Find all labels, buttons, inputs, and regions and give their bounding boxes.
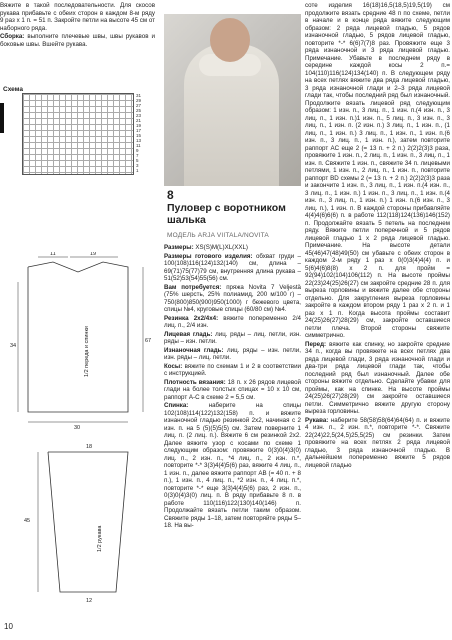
sleeve-top-dim: 18 [86,444,93,450]
chart-row-number: 11 [136,143,141,148]
assembly-label: Сборка: [0,33,25,40]
right-column: соте изделия 16(18)16,5(18,5)19,5(19) см продолжите вязать средние 48 п по схеме, петли в начале и в конце ряда вяжите следующим образом: 2 ряда лицевой гладью, 5 рядов изнаночной гладью, 5 рядов лицевой гладью, повторите *-* 6(6)7(7)8 раз. Провяжите еще 3 ряда изнаночной и 3 ряда лицевой гладью. Примечание. Убавьте в последнем ряду в середине каждой косы 2 п.= 104(110)116(124)134(140) п. В следующем ряду на всех петлях вяжите два ряда лицевой гладью, 3 ряда изнаночной глади и 2–3 ряда лицевой глади так, чтобы последний ряд был изнаночный. Продолжите вязать лицевой ряд следующим образом: 1 изн. п., 3 лиц. п., 1 изн. п.(4 изн. п., 3 лиц. п., 1 изн. п.)1 изн. п., 5 лиц. п., 3 изн. п., 3 лиц. п., 1 изн. п. (2 изн. п.) 3 лиц. п., 1 изн. п., (1 лиц. п., 1 изн. п.) 3 лиц. п., 1 изн. п., 1 изн. п.(6 изн. п., 3 лиц. п., 1 изн. п.), затем повторите раппорт AC еще 2 (= 13 п. + 2 п.) 2(2)2(3)3 раза, провяжите 1 изн. п., 2 лиц. п., 1 изн. п., 3 лиц. п., 1 изн. п. Свяжите 1 изн. п., свяжите 34 п. лицевыми петлями, 1 изн. п., 2 лиц. п., 1 изн. п., повторите раппорт BD схемы 2 (= 13 п. + 2 п.) 2(2)2(3)3 раза и закончите 1 изн. п., 3 лиц. п., 1 изн. п.(4 изн. п., 3 лиц. п., 1 изн. п.) 1 изн. п., 3 лиц. п., 1 изн. п.(4 изн. п., 3 лиц. п., 1 изн. п.) 1 изн. п.(6 изн. п., 3 лиц. п.), 1 изн. п. В каждой стороны прибавляйте 4(4)4(6)6(6) п. в работе 112(118)124(136)146(152) п. Продолжайте вязать 5 петель на последнем ряду. Вяжите петли поперечной и 5 рядов лицевой гладью 1 х 2 ряда лицевой гладью. Примечание. На высоте детали 45(46)47(48)49(50) см убавьте с обеих сторон в каждом 2-м ряду 1 раз x 0(0)3(4)4(4) п. и 5(6)4(6)8(8) x 2 п. для пройм = 92(94)102(104)106(112) п. На высоте проймы 22(23)24(25)26(27) см закройте средние 28 п. для выреза горловины и вяжите далее обе стороны отдельно. Для закругления выреза горловины закройте в каждом втором ряду 1 раз x 2 п. и 1 раз x 1 п. Когда высота проймы составит 24(25)26(27)28(29) см, закройте оставшиеся петли плеча. Второй стороны свяжите симметрично. Перед: вяжите как спинку, но закройте средние 34 п., когда вы провяжете на всех петлях два ряда лицевой глади, 3 ряда изнаночной глади и два-три ряда лицевой глади так, чтобы последний ряд был изнаночный. Далее обе стороны вяжите отдельно. Сделайте убавки для проймы, как на спинке. На высоте проймы 24(25)26(27)28(29) см закройте оставшиеся петли. Симметрично вяжите другую сторону выреза горловины. Рукава: наберите 58(58)58(64)64(64) п. и вяжите 4 изн. п., 2 изн. п.*, повторите *-*. Свяжите 22(24)22,5(24,5)25,5(25) см резинки. Затем провяжите на всех петлях 2 ряда лицевой гладью, 3 ряда изнаночной гладью. В дальнейшем попеременно вяжите 5 рядов лицевой гладью [305,2,450,469]
chart-row-number: 27 [136,103,142,108]
pattern-title: Пуловер с воротником шалька [167,202,286,226]
chart-row-number: 3 [136,163,139,168]
sleeve-bottom-dim: 12 [86,598,93,604]
pattern-number: 8 [167,188,174,202]
body-outline [28,262,128,412]
bottom-width-dim: 30 [74,425,81,431]
body-label: 1/2 переда и спинки [84,326,90,377]
chart-row-number: 5 [136,158,139,163]
right-height-dim: 67 [145,338,152,344]
chart-row-number: 29 [136,98,142,103]
middle-column: Размеры: XS(S)M(L)XL(XXL) Размеры готового изделия: обхват груди – 100(108)116(124)132(140) см, длина – 69(71)75(77)79 см, внутренняя длина рукава – 51(52)53(54)55(56) см. Вам потребуется: пряжа Novita 7 Veljestä (75% шерсть, 25% полиамид, 200 м/100 г) – 750(800)850(900)950(1000) г бежевого цвета, спицы №4, круговые спицы (60/80 см) №4. Резинка 2x2/4x4: вяжите попеременно 2/4 лиц. п., 2/4 изн. Лицевая гладь: лиц. ряды – лиц. петли, изн. ряды – изн. петли. Изнаночная гладь: лиц. ряды – изн. петли, изн. ряды – лиц. петли. Косы: вяжите по схемам 1 и 2 в соответствии с инструкцией. Плотность вязания: 18 п. x 26 рядов лицевой глади на более толстых спицах = 10 x 10 см, раппорт А-С в схеме 2 = 5,5 см. Спинка: наберите на спицы 102(108)114(122)132(158) п. и вяжите изнаночной гладью резинкой 2x2, начиная с 2 изн. п. на 5 (5)(5)5(5) см. Затем поверните 1 лиц. п. (2 лиц. п.). Вяжите 6 см резинкой 2x2. Далее вяжите узор с косами по схеме 1 следующим образом: провяжите 0(3)0(4)3(0) лиц. п., 2 изн. п., *4 лиц. п., 2 изн. п.*, повторите *-* 3(3)4(4)5(6) раз, вяжите 4 лиц. п., 1 изн. п., далее вяжите раппорт АВ (= 40 п. + 8 п.), 1 изн. п., 4 лиц. п., *2 изн. п., 4 лиц. п.*, повторите *-* еще 3(3)4(4)5(6) раз, 2 изн. п., 0(3)0(4)3(0) лиц. п. В ряду прибавьте 8 п. в работе 110(116)122(130)140(146) п. Продолжайте вязать петли таким образом. Свяжите ряды 1–18, затем повторяйте ряды 5–18. На вы- [164,244,301,529]
cable-chart-grid [22,93,134,175]
chart-row-number: 25 [136,108,142,113]
chart-row-number: 7 [136,153,139,158]
sleeve-label: 1/2 рукава [97,525,103,552]
intro-text: Вяжите в такой последовательности. Для скосов рукава прибавьте с обеих сторон в каждом 8-м ряду 9 раз x 1 п. = 51 п. Закройте петли на высоте 45 см от наборного ряда. [0,2,155,32]
garment-schematic [8,252,156,612]
chart-row-number: 13 [136,138,142,143]
top-left-dim: 11 [50,252,56,257]
sleeve-length-dim: 45 [24,518,31,524]
page-number: 10 [4,622,13,631]
chart-row-number: 21 [136,118,142,123]
chart-row-number: 9 [136,148,139,153]
chart-row-number: 17 [136,128,142,133]
top-mid-dim: 19 [90,252,97,257]
chart-row-numbers [136,93,141,173]
person-head [210,18,250,62]
chart-row-number: 19 [136,123,142,128]
continuation-text: соте изделия 16(18)16,5(18,5)19,5(19) см продолжите вязать средние 48 п по схеме, петли в начале и в конце ряда вяжите следующим образом: 2 ряда лицевой гладью, 5 рядов изнаночной гладью, 5 рядов лицевой гладью, повторите *-* 6(6)7(7)8 раз. Провяжите еще 3 ряда изнаночной и 3 ряда лицевой гладью. Примечание. Убавьте в последнем ряду в середине каждой косы 2 п.= 104(110)116(124)134(140) п. В следующем ряду на всех петлях вяжите два ряда лицевой гладью, 3 ряда изнаночной глади и 2–3 ряда лицевой глади так, чтобы последний ряд был изнаночный. Продолжите вязать лицевой ряд следующим образом: 1 изн. п., 3 лиц. п., 1 изн. п.(4 изн. п., 3 лиц. п., 1 изн. п.)1 изн. п., 5 лиц. п., 3 изн. п., 3 лиц. п., 1 изн. п. (2 изн. п.) 3 лиц. п., 1 изн. п., (1 лиц. п., 1 изн. п.) 3 лиц. п., 1 изн. п., 1 изн. п.(6 изн. п., 3 лиц. п., 1 изн. п.), затем повторите раппорт AC еще 2 (= 13 п. + 2 п.) 2(2)2(3)3 раза, провяжите 1 изн. п., 2 лиц. п., 1 изн. п., 3 лиц. п., 1 изн. п. Свяжите 1 изн. п., свяжите 34 п. лицевыми петлями, 1 изн. п., 2 лиц. п., 1 изн. п., повторите раппорт BD схемы 2 (= 13 п. + 2 п.) 2(2)2(3)3 раза и закончите 1 изн. п., 3 лиц. п., 1 изн. п.(4 изн. п., 3 лиц. п., 1 изн. п.) 1 изн. п., 3 лиц. п., 1 изн. п.(4 изн. п., 3 лиц. п., 1 изн. п.) 1 изн. п.(6 изн. п., 3 лиц. п.), 1 изн. п. В каждой стороны прибавляйте 4(4)4(6)6(6) п. в работе 112(118)124(136)146(152) п. Продолжайте вязать 5 петель на последнем ряду. Вяжите петли поперечной и 5 рядов лицевой гладью 1 х 2 ряда лицевой гладью. Примечание. На высоте детали 45(46)47(48)49(50) см убавьте с обеих сторон в каждом 2-м ряду 1 раз x 0(0)3(4)4(4) п. и 5(6)4(6)8(8) x 2 п. для пройм = 92(94)102(104)106(112) п. На высоте проймы 22(23)24(25)26(27) см закройте средние 28 п. для выреза горловины и вяжите далее обе стороны отдельно. Для закругления выреза горловины закройте в каждом втором ряду 1 раз x 2 п. и 1 раз x 1 п. Когда высота проймы составит 24(25)26(27)28(29) см, закройте оставшиеся петли плеча. Второй стороны свяжите симметрично. [305,2,450,339]
assembly-text: выполните плечевые швы, швы рукавов и боковые швы. Вшейте рукава. [0,33,155,48]
chart-row-number: 1 [136,168,139,173]
page-tab-marker [0,103,4,133]
chart-row-number: 31 [136,93,142,98]
left-column [0,2,155,49]
model-credit: МОДЕЛЬ ARJA VIITALA/NOVITA [167,232,269,239]
model-photo [164,14,301,186]
left-height-dim: 34 [10,343,17,349]
sleeve-outline [48,452,128,592]
schema-label: Схема [3,86,24,93]
chart-row-number: 15 [136,133,142,138]
chart-row-number: 23 [136,113,142,118]
